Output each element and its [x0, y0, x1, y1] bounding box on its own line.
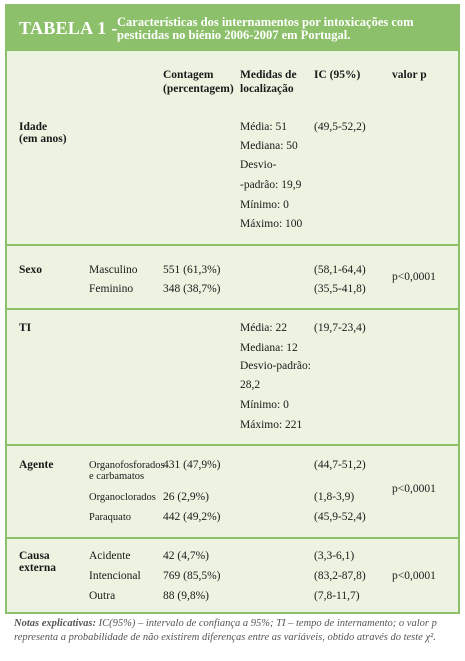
agente-cat: Organoclorados: [89, 492, 156, 503]
row-separator: [7, 308, 458, 310]
agente-ci: (44,7-51,2): [314, 459, 366, 471]
ti-label: TI: [19, 322, 32, 334]
sexo-ci: (35,5-41,8): [314, 283, 366, 295]
agente-count: 431 (47,9%): [163, 459, 221, 471]
header-measures-1: Medidas de: [240, 69, 297, 81]
idade-measure: Mediana: 50: [240, 140, 298, 152]
note-lead: Notas explicativas:: [14, 618, 96, 629]
sexo-cat: Feminino: [89, 283, 134, 295]
header-count-2: (percentagem): [163, 83, 234, 95]
row-separator: [7, 444, 458, 446]
ti-ci: (19,7-23,4): [314, 322, 366, 334]
table-caption: Características dos internamentos por intoxicações com pesticidas no biénio 2006-2007 em Portugal.: [117, 15, 414, 42]
row-separator: [7, 537, 458, 539]
agente-cat: Paraquato: [89, 512, 131, 523]
idade-label-2: (em anos): [19, 133, 67, 145]
sexo-cat: Masculino: [89, 264, 138, 276]
ti-measure: Desvio-padrão:: [240, 360, 311, 372]
idade-measure: Desvio-: [240, 159, 277, 171]
ti-measure: Mediana: 12: [240, 342, 298, 354]
causa-count: 88 (9,8%): [163, 590, 209, 602]
sexo-ci: (58,1-64,4): [314, 264, 366, 276]
idade-measure: Máximo: 100: [240, 218, 303, 230]
idade-label-1: Idade: [19, 121, 48, 133]
idade-measure: -padrão: 19,9: [240, 179, 302, 191]
agente-count: 26 (2,9%): [163, 491, 209, 503]
ti-measure: 28,2: [240, 379, 261, 391]
causa-cat: Outra: [89, 590, 116, 602]
header-measures-2: localização: [240, 83, 294, 95]
causa-count: 42 (4,7%): [163, 550, 209, 562]
header-count-1: Contagem: [163, 69, 214, 81]
causa-cat: Intencional: [89, 570, 141, 582]
agente-ci: (1,8-3,9): [314, 491, 355, 503]
sexo-p: p<0,0001: [392, 271, 436, 283]
note-text: IC(95%) – intervalo de confiança a 95%; TI – tempo de internamento; o valor p representa a probabilidade de não existirem diferenças entre as variáveis, obtido através do teste χ².: [14, 618, 437, 643]
causa-ci: (83,2-87,8): [314, 570, 366, 582]
idade-ci: (49,5-52,2): [314, 121, 366, 133]
causa-p: p<0,0001: [392, 570, 436, 582]
header-ci: IC (95%): [314, 69, 361, 81]
table-label: TABELA 1 -: [19, 18, 118, 38]
causa-count: 769 (85,5%): [163, 570, 221, 582]
agente-label: Agente: [19, 459, 54, 471]
row-separator: [7, 244, 458, 246]
ti-measure: Máximo: 221: [240, 419, 303, 431]
agente-p: p<0,0001: [392, 483, 436, 495]
agente-cat: Organofosforados: [89, 460, 165, 471]
causa-ci: (3,3-6,1): [314, 550, 355, 562]
explanatory-note: [14, 617, 454, 645]
table-header-bar: [7, 6, 458, 51]
agente-cat: e carbamatos: [89, 471, 145, 482]
sexo-count: 551 (61,3%): [163, 264, 221, 276]
table-frame: [5, 4, 460, 614]
idade-measure: Mínimo: 0: [240, 199, 289, 211]
agente-count: 442 (49,2%): [163, 511, 221, 523]
sexo-count: 348 (38,7%): [163, 283, 221, 295]
causa-label-1: Causa: [19, 550, 50, 562]
causa-label-2: externa: [19, 562, 57, 574]
agente-ci: (45,9-52,4): [314, 511, 366, 523]
header-p: valor p: [392, 69, 427, 81]
idade-measure: Média: 51: [240, 121, 287, 133]
causa-cat: Acidente: [89, 550, 131, 562]
ti-measure: Mínimo: 0: [240, 399, 289, 411]
causa-ci: (7,8-11,7): [314, 590, 360, 602]
sexo-label: Sexo: [19, 264, 42, 276]
ti-measure: Média: 22: [240, 322, 287, 334]
